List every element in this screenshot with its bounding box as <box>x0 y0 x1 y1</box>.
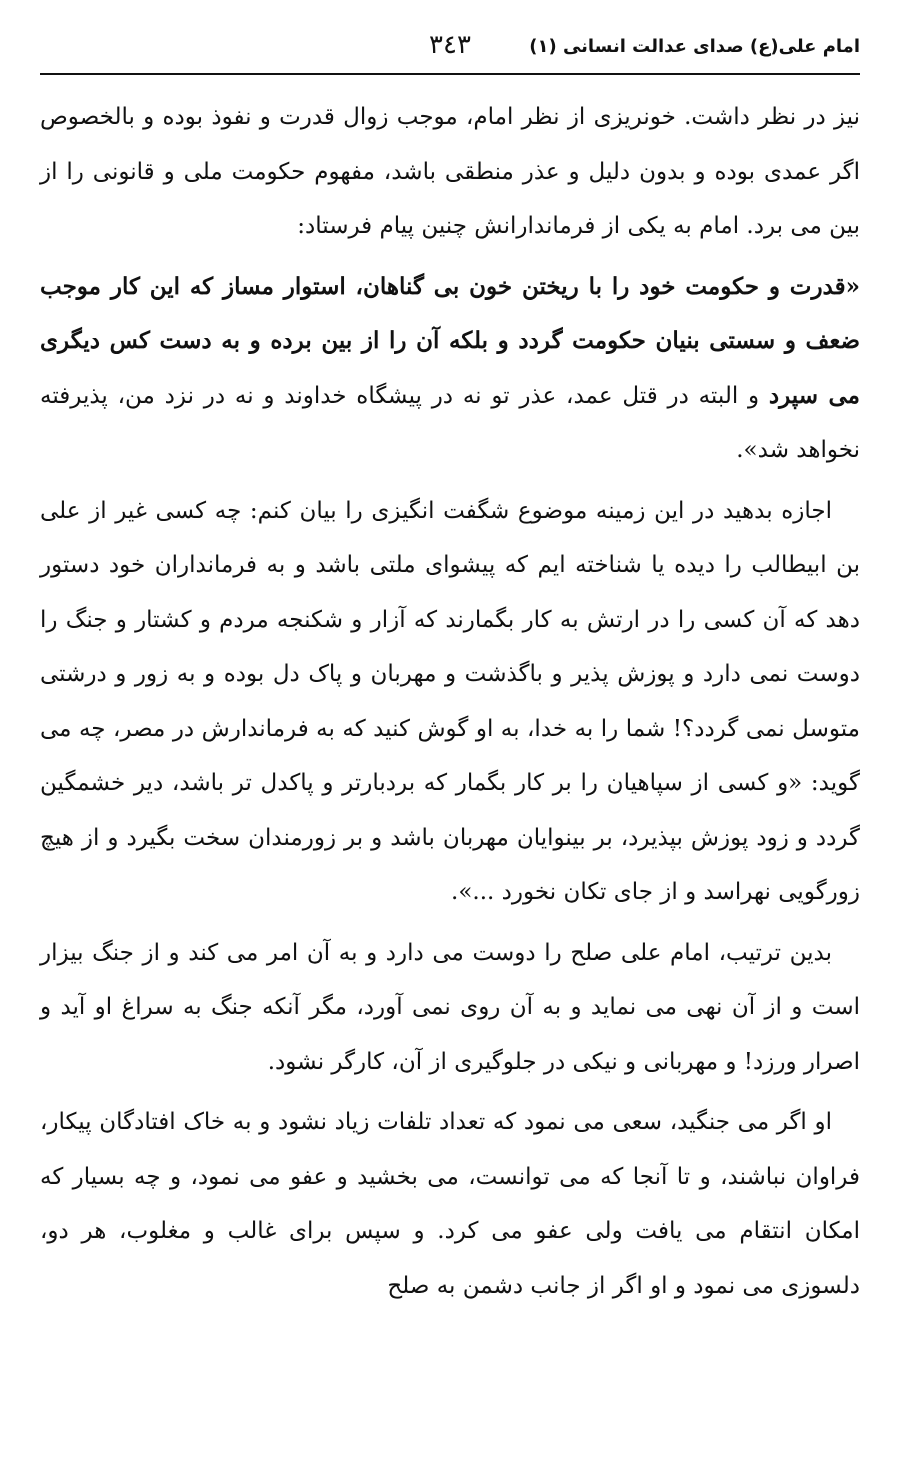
page-number: ۳٤۳ <box>429 30 471 60</box>
paragraph-4: بدین ترتیب، امام علی صلح را دوست می دارد و به آن امر می کند و از جنگ بیزار است و از آن نهی می نماید و به آن روی نمی آورد، مگر آنکه جنگ به سراغ او آید و اصرار ورزد! و مهربانی و نیکی در جلوگیری از آن، کارگر نشود. <box>40 939 860 1075</box>
paragraph-5: او اگر می جنگید، سعی می نمود که تعداد تلفات زیاد نشود و به خاک افتادگان پیکار، فراوان نباشند، و تا آنجا که می توانست، می بخشید و عفو می نمود، و چه بسیار که امکان انتقام می یافت ولی عفو می کرد. و سپس برای غالب و مغلوب، هر دو، دلسوزی می نمود و او اگر از جانب دشمن به صلح <box>40 1109 860 1299</box>
paragraph-1: نیز در نظر داشت. خونریزی از نظر امام، موجب زوال قدرت و نفوذ بوده و بالخصوص اگر عمدی بوده و بدون دلیل و عذر منطقی باشد، مفهوم حکومت ملی و قانونی را از بین می برد. امام به یکی از فرماندارانش چنین پیام فرستاد: <box>40 104 860 239</box>
quote-rest-text: و البته در قتل عمد، عذر تو نه در پیشگاه خداوند و نه در نزد من، پذیرفته نخواهد شد». <box>40 382 860 463</box>
book-page <box>40 0 860 1479</box>
page-header <box>40 30 860 66</box>
header-rule <box>40 73 860 75</box>
quote-bold-text: «قدرت و حکومت خود را با ریختن خون بی گناهان، استوار مساز که این کار موجب ضعف و سستی بنیان حکومت گردد و بلکه آن را از بین برده و به دست کس دیگری می سپرد <box>40 272 860 409</box>
paragraph-2-quote <box>40 260 860 478</box>
paragraph-3: اجازه بدهید در این زمینه موضوع شگفت انگیزی را بیان کنم: چه کسی غیر از علی بن ابیطالب را دیده یا شناخته ایم که پیشوای ملتی باشد و به فرمانداران خود دستور دهد که آن کسی را در ارتش به کار بگمارند که آزار و شکنجه مردم و کشتار و جنگ را دوست نمی دارد و پوزش پذیر و باگذشت و مهربان و پاک دل بوده و به زور و درشتی متوسل نمی گردد؟! شما را به خدا، به او گوش کنید که به فرماندارش در مصر، چه می گوید: «و کسی از سپاهیان را بر کار بگمار که بردبارتر و پاکدل تر باشد، دیر خشمگین گردد و زود پوزش بپذیرد، بر بینوایان مهربان باشد و بر زورمندان سخت بگیرد و از هیچ زورگویی نهراسد و از جای تکان نخورد ...». <box>40 497 860 905</box>
running-title: امام علی(ع) صدای عدالت انسانی (۱) <box>529 36 860 57</box>
body-text <box>40 90 860 1319</box>
